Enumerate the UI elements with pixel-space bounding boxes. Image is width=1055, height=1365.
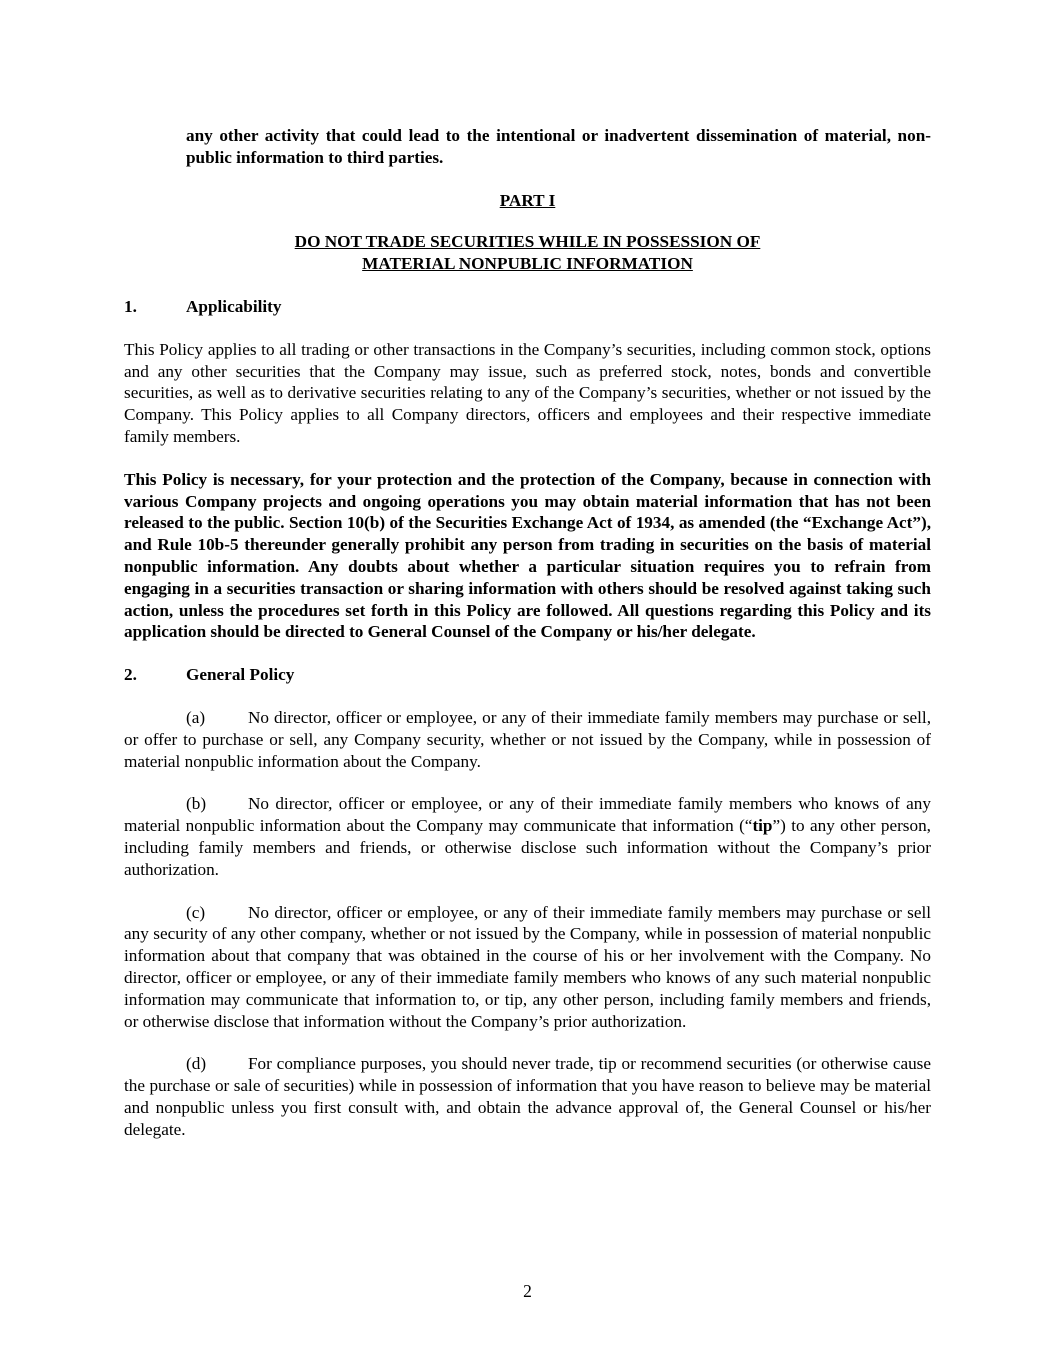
paragraph-b-label: (b) [186,794,207,814]
section-2-paragraph-b [124,793,931,880]
part-heading [124,231,931,275]
carryover-text: any other activity that could lead to the intentional or inadvertent dissemination of material, non-public information to third parties. [186,126,931,167]
paragraph-c-label: (c) [186,902,206,922]
paragraph-d-text: For compliance purposes, you should never trade, tip or recommend securities (or otherwise cause the purchase or sale of securities) while in possession of information that you have reason to believe may be material and nonpublic unless you first consult with, and obtain the advance approval of, the General Counsel or his/her delegate. [124,1054,931,1139]
paragraph-d-label: (d) [186,1054,207,1074]
section-1-number: 1. [124,296,137,316]
section-1-title: Applicability [186,296,282,316]
tip-defined-term: tip [752,816,773,836]
section-2-paragraph-a [124,707,931,772]
section-1-heading [124,296,931,318]
document-page [124,125,931,1140]
paragraph-a-text: No director, officer or employee, or any of their immediate family members may purchase or sell, or offer to purchase or sell, any Company security, whether or not issued by the Company, while in possession of material nonpublic information about the Company. [124,707,931,771]
section-2-number: 2. [124,665,137,685]
part-heading-line1: DO NOT TRADE SECURITIES WHILE IN POSSESSION OF [294,232,761,252]
section-2-paragraph-d [124,1053,931,1140]
part-heading-line2: MATERIAL NONPUBLIC INFORMATION [362,254,693,274]
page-number: 2 [523,1281,532,1301]
section-2-title: General Policy [186,665,295,685]
section-1-paragraph-2: This Policy is necessary, for your protection and the protection of the Company, because in connection with various Company projects and ongoing operations you may obtain material information that has not been released to the public. Section 10(b) of the Securities Exchange Act of 1934, as amended (the “Exchange Act”), and Rule 10b-5 thereunder generally prohibit any person from trading in securities on the basis of material nonpublic information. Any doubts about whether a particular situation requires you to refrain from engaging in a securities transaction or sharing information with others should be resolved against taking such action, unless the procedures set forth in this Policy are followed. All questions regarding this Policy and its application should be directed to General Counsel of the Company or his/her delegate. [124,469,931,642]
section-2-heading [124,664,931,686]
paragraph-b-text-end: ”) to any other person, including family members and friends, or otherwise disclose such information without the Company’s prior authorization. [124,816,931,879]
paragraph-c-text: No director, officer or employee, or any of their immediate family members may purchase or sell any security of any other company, whether or not issued by the Company, while in possession of material nonpublic information about that company that was obtained in the course of his or her involvement with the Company. No director, officer or employee, or any of their immediate family members who knows of any such material nonpublic information may communicate that information to, or tip, any other person, including family members and friends, or otherwise disclose that information without the Company’s prior authorization. [124,902,931,1031]
paragraph-b-text-start: No director, officer or employee, or any of their immediate family members who knows of any material nonpublic information about the Company may communicate that information (“ [124,794,931,836]
section-2-paragraph-c [124,902,931,1033]
paragraph-a-label: (a) [186,707,206,727]
section-1-paragraph-1: This Policy applies to all trading or other transactions in the Company’s securities, including common stock, options and any other securities that the Company may issue, such as preferred stock, notes, bonds and convertible securities, as well as to derivative securities relating to any of the Company’s securities, whether or not issued by the Company. This Policy applies to all Company directors, officers and employees and their respective immediate family members. [124,339,931,446]
part-title: PART I [499,190,556,210]
